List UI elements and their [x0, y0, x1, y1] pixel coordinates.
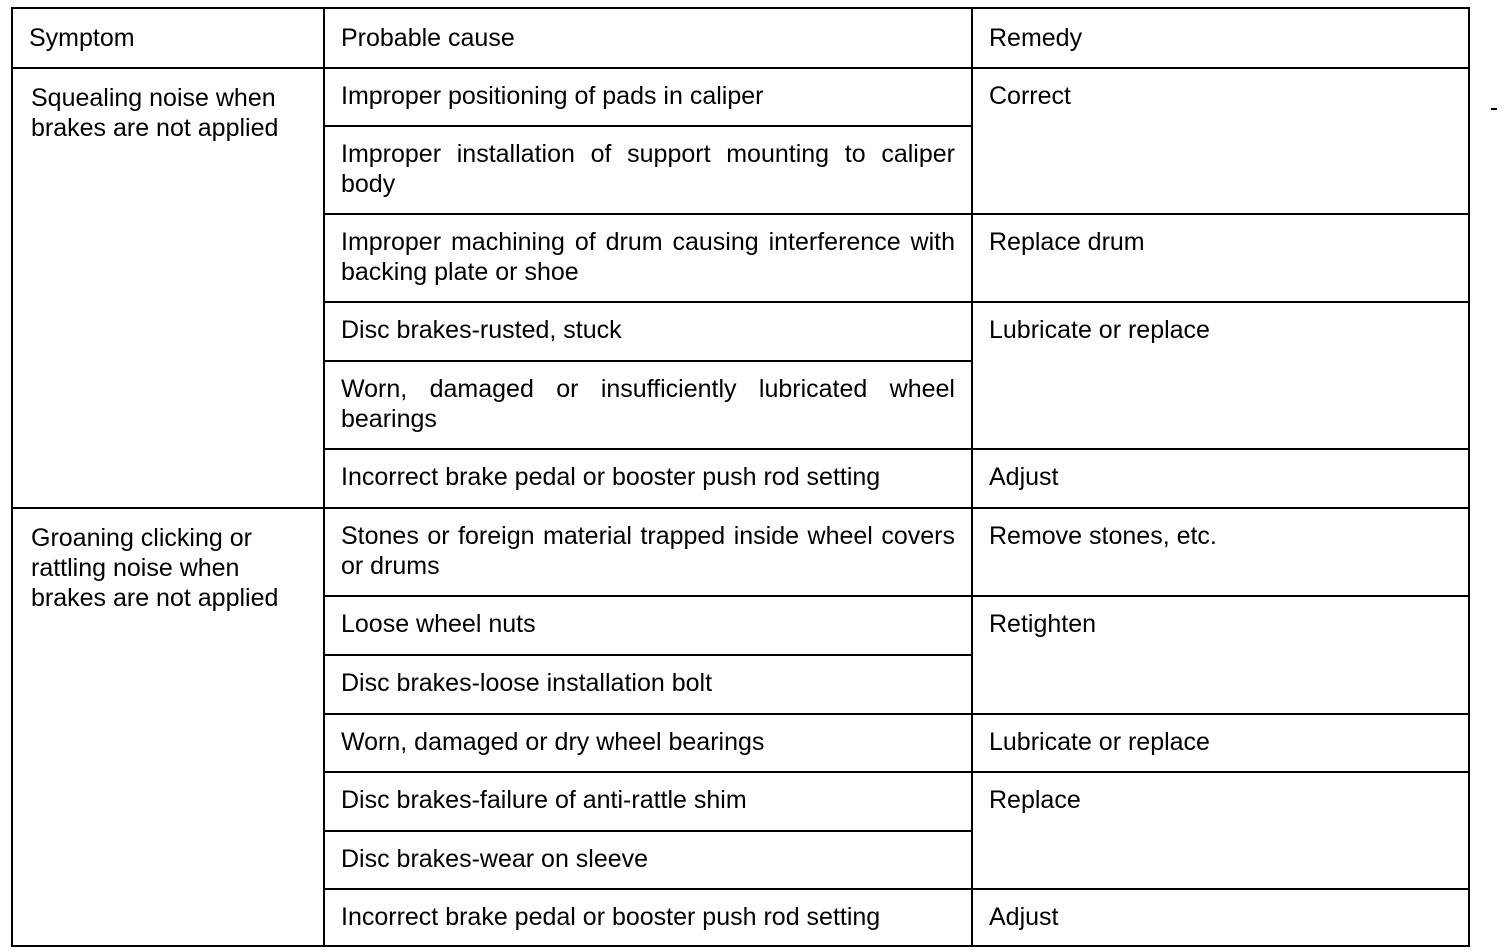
cause-cell: Incorrect brake pedal or booster push rod setting	[324, 449, 972, 508]
header-row	[12, 8, 1469, 68]
cause-cell: Loose wheel nuts	[324, 596, 972, 655]
cause-cell: Stones or foreign material trapped inside wheel covers or drums	[324, 508, 972, 596]
troubleshooting-table	[11, 7, 1470, 947]
scan-artifact-mark	[1491, 108, 1497, 110]
symptom-cell: Groaning clicking or rattling noise when brakes are not applied	[12, 508, 324, 946]
cause-cell: Improper positioning of pads in caliper	[324, 68, 972, 126]
header-symptom: Symptom	[12, 8, 324, 68]
header-probable-cause: Probable cause	[324, 8, 972, 68]
remedy-cell: Lubricate or replace	[972, 714, 1469, 772]
remedy-cell: Adjust	[972, 449, 1469, 508]
cause-cell: Incorrect brake pedal or booster push rod setting	[324, 889, 972, 946]
cause-cell: Worn, damaged or insufficiently lubricated wheel bearings	[324, 361, 972, 449]
cause-cell: Disc brakes-wear on sleeve	[324, 831, 972, 889]
table-row	[12, 508, 1469, 596]
table-row	[12, 68, 1469, 126]
symptom-cell: Squealing noise when brakes are not applied	[12, 68, 324, 508]
remedy-cell: Replace	[972, 772, 1469, 889]
remedy-cell: Lubricate or replace	[972, 302, 1469, 449]
cause-cell: Disc brakes-failure of anti-rattle shim	[324, 772, 972, 831]
cause-cell: Improper installation of support mounting to caliper body	[324, 126, 972, 214]
remedy-cell: Retighten	[972, 596, 1469, 714]
header-remedy: Remedy	[972, 8, 1469, 68]
cause-cell: Disc brakes-rusted, stuck	[324, 302, 972, 361]
remedy-cell: Remove stones, etc.	[972, 508, 1469, 596]
cause-cell: Worn, damaged or dry wheel bearings	[324, 714, 972, 772]
remedy-cell: Replace drum	[972, 214, 1469, 302]
cause-cell: Improper machining of drum causing interference with backing plate or shoe	[324, 214, 972, 302]
remedy-cell: Adjust	[972, 889, 1469, 946]
remedy-cell: Correct	[972, 68, 1469, 214]
cause-cell: Disc brakes-loose installation bolt	[324, 655, 972, 714]
